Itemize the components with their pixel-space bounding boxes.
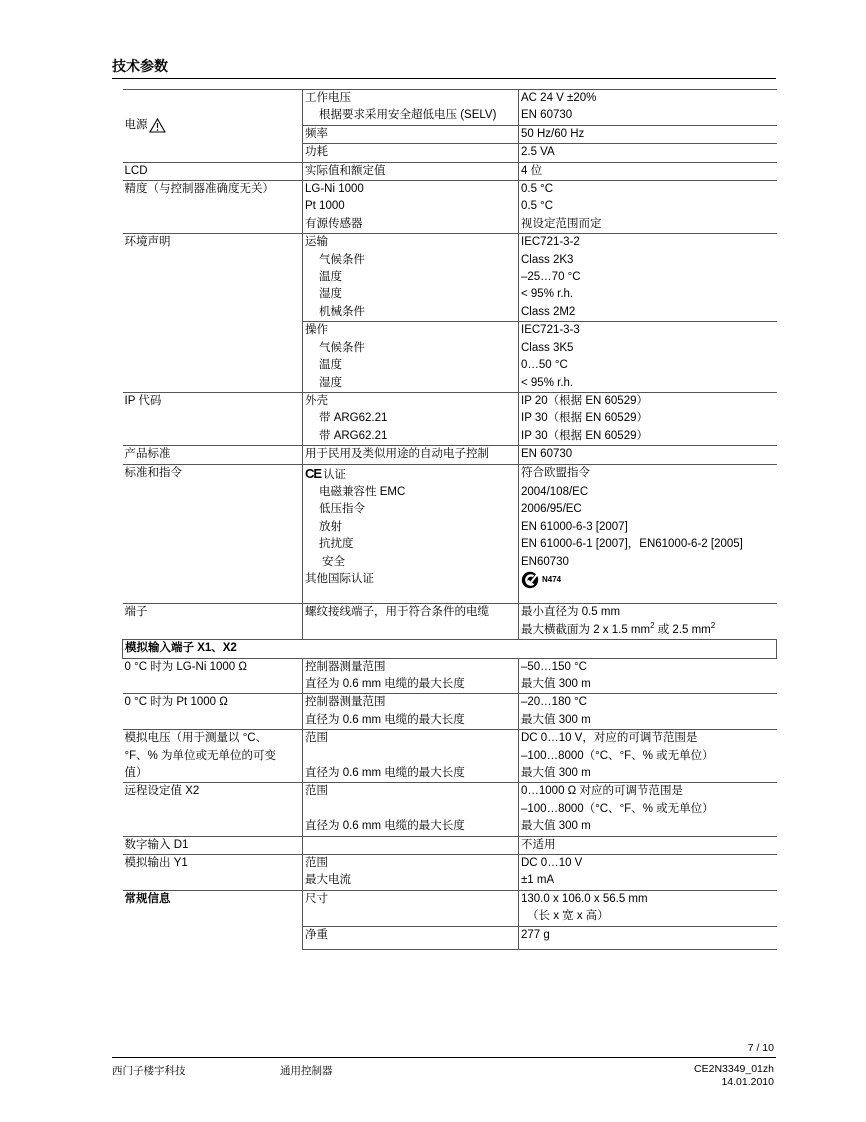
table-row: [123, 90, 777, 108]
env-t-humidity-value: < 95% r.h.: [521, 288, 574, 301]
terminal-max-text-b: 或 2.5 mm: [654, 623, 711, 636]
terminal-min-diameter: 最小直径为 0.5 mm: [519, 604, 777, 622]
ip-housing-label: 外壳: [303, 392, 519, 410]
other-cert-label: 其他国际认证: [303, 571, 519, 595]
av-label: [123, 730, 303, 783]
pt-length-value: 最大值 300 m: [521, 713, 591, 726]
accuracy-label: 精度（与控制器准确度无关）: [123, 181, 303, 234]
env-transport-label: 运输: [303, 234, 519, 252]
table-row: [123, 836, 777, 854]
pt-label: 0 °C 时为 Pt 1000 Ω: [123, 694, 303, 730]
power-consumption-value: 2.5 VA: [519, 144, 777, 162]
c-tick-icon: [521, 571, 541, 589]
remote-range-label: 范围: [303, 783, 519, 801]
remote-length-value: 最大值 300 m: [521, 820, 591, 833]
safety-value: EN60730: [521, 555, 569, 568]
env-t-climate-value: Class 2K3: [521, 253, 574, 266]
aout-current-label: 最大电流: [303, 872, 519, 890]
env-t-mech-value: Class 2M2: [521, 305, 576, 318]
spec-table: [122, 89, 777, 950]
ip-arg-label-1: 带 ARG62.21: [303, 410, 519, 427]
av-range-value-2: –100…8000（°C、°F、% 或无单位）: [521, 749, 714, 762]
c-tick-mark: [521, 571, 561, 589]
env-o-temp-value: 0…50 °C: [521, 359, 568, 372]
env-o-climate-value: Class 3K5: [521, 341, 574, 354]
ip-arg-value-2: IP 30（根据 EN 60529）: [521, 429, 648, 442]
env-label: 环境声明: [123, 234, 303, 393]
table-row: [123, 658, 777, 676]
table-row: [123, 730, 777, 748]
c-tick-code: N474: [542, 575, 562, 585]
lcd-desc: 实际值和额定值: [303, 162, 519, 180]
ip-housing-value: IP 20（根据 EN 60529）: [519, 392, 777, 410]
terminal-desc: 螺纹接线端子，用于符合条件的电缆: [303, 604, 519, 640]
pt-range-label: 控制器测量范围: [303, 694, 519, 712]
av-label-line1: 模拟电压（用于测量以 °C、: [124, 732, 268, 745]
env-operation-label: 操作: [303, 322, 519, 340]
analog-input-header: 模拟输入端子 X1、X2: [123, 640, 777, 658]
table-row: [123, 464, 777, 484]
table-row: [123, 234, 777, 252]
aout-range-label: 范围: [303, 855, 519, 873]
accuracy-ni-value: 0.5 °C: [519, 181, 777, 199]
av-label-line2: °F、% 为单位或无单位的可变: [124, 749, 277, 762]
cert-value: 符合欧盟指令: [519, 464, 777, 484]
ni-range-value: –50…150 °C: [521, 660, 587, 673]
emc-value: 2004/108/EC: [521, 485, 589, 498]
table-row: [123, 604, 777, 622]
terminal-max-section: [519, 622, 777, 640]
ni-length-label: 直径为 0.6 mm 电缆的最大长度: [303, 676, 519, 694]
pt-length-label: 直径为 0.6 mm 电缆的最大长度: [303, 712, 519, 730]
ctick-cell: [519, 571, 777, 595]
env-t-climate-label: 气候条件: [303, 252, 519, 269]
env-o-climate-label: 气候条件: [303, 340, 519, 357]
emission-value: EN 61000-6-3 [2007]: [521, 520, 628, 533]
ce-cert-cell: [303, 464, 519, 484]
emc-label: 电磁兼容性 EMC: [303, 484, 519, 501]
weight-label: 净重: [303, 926, 519, 949]
ni-length-value: 最大值 300 m: [521, 678, 591, 690]
table-row: [123, 446, 777, 464]
env-t-mech-label: 机械条件: [303, 304, 519, 322]
accuracy-pt-value: 0.5 °C: [521, 200, 554, 213]
av-length-value: 最大值 300 m: [521, 767, 591, 780]
product-std-label: 产品标准: [123, 446, 303, 464]
env-transport-value: IEC721-3-2: [519, 234, 777, 252]
frequency-value: 50 Hz/60 Hz: [519, 125, 777, 143]
digital-value: 不适用: [519, 836, 777, 854]
page-number: 7 / 10: [747, 1042, 774, 1054]
ni-range-label: 控制器测量范围: [303, 658, 519, 676]
terminal-sup-1: 2: [650, 620, 655, 630]
title-rule: [112, 78, 776, 79]
product-std-value: EN 60730: [519, 446, 777, 464]
frequency-label: 频率: [303, 125, 519, 143]
table-row: [123, 855, 777, 873]
selv-value: EN 60730: [521, 109, 573, 122]
env-t-temp-value: –25…70 °C: [521, 271, 581, 284]
lvd-label: 低压指令: [303, 501, 519, 518]
accuracy-ni-label: LG-Ni 1000: [303, 181, 519, 199]
table-row: [123, 162, 777, 180]
power-label: 电源: [124, 119, 148, 132]
ip-label: IP 代码: [123, 392, 303, 445]
remote-range-value-2: –100…8000（°C、°F、% 或无单位）: [521, 802, 714, 815]
cert-label: 认证: [323, 468, 347, 481]
ni-label: 0 °C 时为 LG-Ni 1000 Ω: [123, 658, 303, 694]
env-t-temp-label: 温度: [303, 269, 519, 286]
ip-arg-value-1: IP 30（根据 EN 60529）: [521, 412, 648, 425]
av-range-value: DC 0…10 V，对应的可调节范围是: [519, 730, 777, 748]
lcd-label: LCD: [123, 162, 303, 180]
env-o-humidity-value: < 95% r.h.: [521, 376, 574, 389]
page-title: 技术参数: [112, 58, 168, 74]
dimensions-note: （长 x 宽 x 高）: [527, 910, 609, 923]
ip-arg-label-2: 带 ARG62.21: [303, 428, 519, 446]
power-voltage-label: 工作电压: [303, 90, 519, 108]
aout-label: 模拟输出 Y1: [123, 855, 303, 891]
table-row: [123, 890, 777, 908]
terminal-sup-2: 2: [710, 620, 716, 630]
table-row: [123, 181, 777, 199]
immunity-value: EN 61000-6-1 [2007]，EN61000-6-2 [2005]: [521, 538, 743, 551]
footer-rule: [112, 1057, 776, 1058]
av-label-line3: 值）: [124, 767, 148, 780]
env-operation-value: IEC721-3-3: [519, 322, 777, 340]
selv-label: 根据要求采用安全超低电压 (SELV): [303, 107, 519, 125]
accuracy-active-label: 有源传感器: [303, 216, 519, 234]
power-voltage-value: AC 24 V ±20%: [519, 90, 777, 108]
footer-doc-id: CE2N3349_01zh: [694, 1063, 774, 1075]
dimensions-label: 尺寸: [303, 890, 519, 926]
footer-company: 西门子楼宇科技: [112, 1065, 186, 1077]
ce-mark-icon: CE: [305, 465, 322, 481]
remote-range-value: 0…1000 Ω 对应的可调节范围是: [519, 783, 777, 801]
footer-doc-info: [694, 1063, 774, 1089]
table-row: [123, 694, 777, 712]
lvd-value: 2006/95/EC: [521, 503, 582, 516]
aout-current-value: ±1 mA: [521, 874, 555, 887]
terminal-label: 端子: [123, 604, 303, 640]
remote-label: 远程设定值 X2: [123, 783, 303, 836]
warning-triangle-icon: [149, 118, 166, 133]
safety-label: 安全: [303, 554, 519, 571]
footer-product: 通用控制器: [280, 1065, 333, 1077]
accuracy-active-value: 视设定范围而定: [521, 217, 602, 230]
power-label-cell: [123, 90, 303, 163]
env-o-temp-label: 温度: [303, 357, 519, 374]
weight-value: 277 g: [519, 926, 777, 949]
env-t-humidity-label: 湿度: [303, 286, 519, 303]
table-row: [123, 783, 777, 801]
table-row: [123, 640, 777, 658]
digital-label: 数字输入 D1: [123, 836, 303, 854]
power-consumption-label: 功耗: [303, 144, 519, 162]
general-label: 常规信息: [123, 890, 303, 949]
lcd-value: 4 位: [519, 162, 777, 180]
aout-range-value: DC 0…10 V: [519, 855, 777, 873]
footer-date: 14.01.2010: [721, 1076, 774, 1088]
av-range-label: 范围: [303, 730, 519, 748]
dimensions-value: 130.0 x 106.0 x 56.5 mm: [519, 890, 777, 908]
product-std-desc: 用于民用及类似用途的自动电子控制: [303, 446, 519, 464]
remote-length-label: 直径为 0.6 mm 电缆的最大长度: [303, 818, 519, 836]
accuracy-pt-label: Pt 1000: [303, 198, 519, 215]
terminal-max-text-a: 最大横截面为 2 x 1.5 mm: [521, 623, 651, 636]
pt-range-value: –20…180 °C: [519, 694, 777, 712]
emission-label: 放射: [303, 519, 519, 536]
av-length-label: 直径为 0.6 mm 电缆的最大长度: [303, 765, 519, 783]
table-row: [123, 392, 777, 410]
standards-label: 标准和指令: [123, 464, 303, 604]
immunity-label: 抗扰度: [303, 536, 519, 553]
env-o-humidity-label: 湿度: [303, 375, 519, 393]
